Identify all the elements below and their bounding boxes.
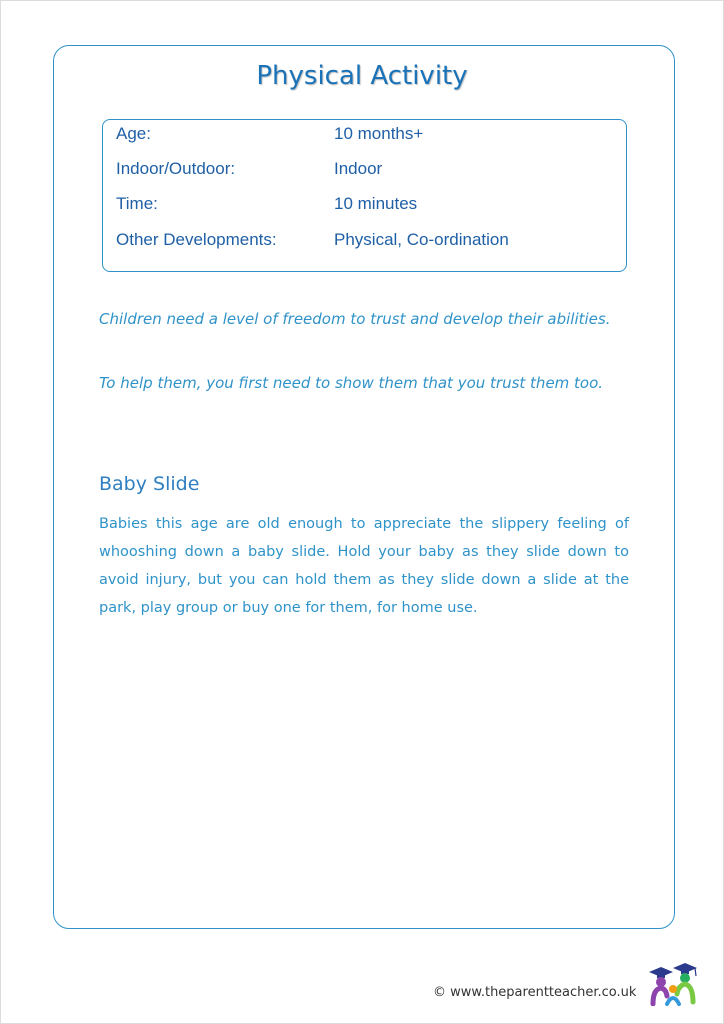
graduation-cap-family-logo-icon	[645, 956, 701, 1006]
section-body: Babies this age are old enough to appreciate the slippery feeling of whooshing down a baby slide. Hold your baby as they slide down to avoid injury, but you can hold them as they slide down a slide at the park, play group or buy one for them, for home use.	[99, 516, 629, 616]
intro-paragraph-2: To help them, you first need to show them that you trust them too.	[99, 374, 604, 392]
footer-website: © www.theparentteacher.co.uk	[433, 985, 637, 1000]
info-label: Age:	[116, 124, 151, 143]
info-value: 10 months+	[334, 124, 424, 143]
info-value: Physical, Co-ordination	[334, 230, 509, 249]
activity-info-box	[102, 119, 627, 272]
info-row-time	[116, 194, 616, 218]
info-row-indoor-outdoor	[116, 159, 616, 183]
info-label: Indoor/Outdoor:	[116, 159, 236, 178]
info-label: Time:	[116, 194, 158, 213]
intro-paragraph-1: Children need a level of freedom to trust and develop their abilities.	[99, 310, 611, 328]
info-row-other-developments	[116, 230, 616, 254]
info-row-age	[116, 124, 616, 148]
info-value: Indoor	[334, 159, 383, 178]
info-value: 10 minutes	[334, 194, 418, 213]
page-title: Physical Activity	[256, 61, 468, 91]
section-heading: Baby Slide	[99, 473, 200, 495]
info-label: Other Developments:	[116, 230, 277, 249]
